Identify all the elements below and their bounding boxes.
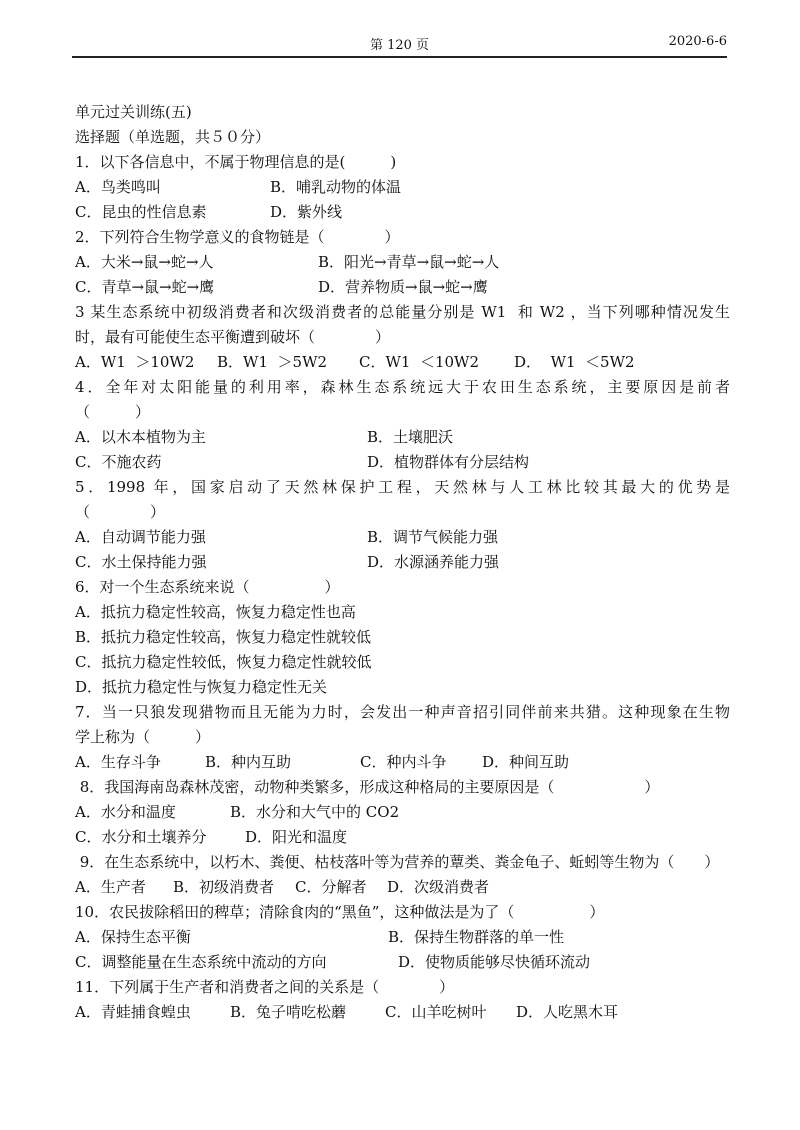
question-5-stem-line2: （ ） [75, 503, 166, 521]
option-a: A．抵抗力稳定性较高，恢复力稳定性也高 [75, 603, 356, 621]
document-title: 单元过关训练(五) [75, 103, 192, 121]
question-6-stem: 6．对一个生态系统来说（ ） [75, 578, 340, 596]
option-c: C．不施农药 [75, 453, 162, 471]
option-b: B．W1 ＞5W2 [217, 353, 328, 371]
question-7-stem-line2: 学上称为（ ） [75, 728, 211, 746]
option-d: D．次级消费者 [387, 878, 490, 896]
question-3-stem-line2: 时，最有可能使生态平衡遭到破坏（ ） [75, 328, 391, 346]
option-b: B．抵抗力稳定性较高，恢复力稳定性就较低 [75, 628, 372, 646]
question-1-options [75, 175, 730, 200]
page-header [72, 24, 727, 58]
option-a: A．保持生态平衡 [75, 928, 191, 946]
option-d: D．种间互助 [482, 753, 570, 771]
question-1-stem: 1．以下各信息中，不属于物理信息的是( ) [75, 153, 397, 171]
option-d: D．紫外线 [270, 203, 343, 221]
question-5-options [75, 525, 730, 550]
option-b: B．阳光→青草→鼠→蛇→人 [318, 253, 500, 271]
question-3-options [75, 350, 730, 375]
section-heading: 选择题（单选题，共５０分） [75, 128, 271, 146]
option-c: C．水分和土壤养分 [75, 828, 207, 846]
option-c: C．W1 ＜10W2 [359, 353, 480, 371]
option-a: A．自动调节能力强 [75, 528, 206, 546]
question-2-stem: 2．下列符合生物学意义的食物链是（ ） [75, 228, 400, 246]
document-body [75, 100, 730, 1025]
option-b: B．哺乳动物的体温 [270, 178, 402, 196]
question-9-stem: 9．在生态系统中，以朽木、粪便、枯枝落叶等为营养的蕈类、粪金龟子、蚯蚓等生物为（ ） [75, 853, 720, 871]
option-c: C．青草→鼠→蛇→鹰 [75, 278, 215, 296]
option-a: A．大米→鼠→蛇→人 [75, 253, 214, 271]
option-a: A．生产者 [75, 878, 146, 896]
option-a: A．W1 ＞10W2 [75, 353, 195, 371]
question-1-options [75, 200, 730, 225]
question-8-stem: 8．我国海南岛森林茂密，动物种类繁多，形成这种格局的主要原因是（ ） [75, 778, 660, 796]
option-b: B．兔子啃吃松蘑 [230, 1003, 347, 1021]
question-10-options [75, 925, 730, 950]
option-b: B．初级消费者 [173, 878, 275, 896]
question-4-stem-line2: （ ） [75, 403, 151, 421]
question-5-options [75, 550, 730, 575]
question-7-options [75, 750, 730, 775]
option-b: B．水分和大气中的 CO2 [230, 803, 400, 821]
option-a: A．生存斗争 [75, 753, 161, 771]
question-8-options [75, 825, 730, 850]
question-7-stem-line1: 7．当一只狼发现猎物而且无能为力时，会发出一种声音招引同伴前来共猎。这种现象在生物 [75, 703, 730, 721]
option-a: A．水分和温度 [75, 803, 176, 821]
option-d: D．植物群体有分层结构 [367, 453, 530, 471]
question-8-options [75, 800, 730, 825]
option-b: B．调节气候能力强 [367, 528, 499, 546]
option-b: B．种内互助 [205, 753, 292, 771]
option-c: C．抵抗力稳定性较低，恢复力稳定性就较低 [75, 653, 372, 671]
option-d: D．营养物质→鼠→蛇→鹰 [318, 278, 488, 296]
option-c: C．水土保持能力强 [75, 553, 207, 571]
option-a: A．以木本植物为主 [75, 428, 206, 446]
question-10-stem: 10．农民拔除稻田的稗草；清除食肉的“黑鱼”，这种做法是为了（ ） [75, 903, 605, 921]
option-c: C．昆虫的性信息素 [75, 203, 207, 221]
question-5-stem-line1: 5．1998 年，国家启动了天然林保护工程，天然林与人工林比较其最大的优势是 [75, 478, 730, 496]
page-number: 第 120 页 [369, 38, 430, 53]
question-4-options [75, 450, 730, 475]
question-4-stem-line1: 4．全年对太阳能量的利用率，森林生态系统远大于农田生态系统，主要原因是前者 [75, 378, 730, 396]
option-d: D．人吃黑木耳 [516, 1003, 619, 1021]
question-2-options [75, 275, 730, 300]
header-date: 2020-6-6 [668, 34, 727, 49]
option-c: C．调整能量在生态系统中流动的方向 [75, 953, 327, 971]
option-d: D． W1 ＜5W2 [514, 353, 635, 371]
question-2-options [75, 250, 730, 275]
question-10-options [75, 950, 730, 975]
option-c: C．山羊吃树叶 [385, 1003, 487, 1021]
option-d: D．抵抗力稳定性与恢复力稳定性无关 [75, 678, 328, 696]
option-d: D．水源涵养能力强 [367, 553, 500, 571]
option-b: B．土壤肥沃 [367, 428, 454, 446]
question-3-stem-line1: 3 某生态系统中初级消费者和次级消费者的总能量分别是 W1 和 W2 ，当下列哪种情况发生 [75, 303, 730, 321]
option-d: D．阳光和温度 [245, 828, 348, 846]
option-a: A．青蛙捕食蝗虫 [75, 1003, 191, 1021]
question-4-options [75, 425, 730, 450]
question-11-stem: 11．下列属于生产者和消费者之间的关系是（ ） [75, 978, 455, 996]
option-b: B．保持生物群落的单一性 [388, 928, 565, 946]
option-c: C．分解者 [295, 878, 367, 896]
question-9-options [75, 875, 730, 900]
option-c: C．种内斗争 [360, 753, 447, 771]
option-a: A．鸟类鸣叫 [75, 178, 161, 196]
option-d: D．使物质能够尽快循环流动 [398, 953, 591, 971]
question-11-options [75, 1000, 730, 1025]
